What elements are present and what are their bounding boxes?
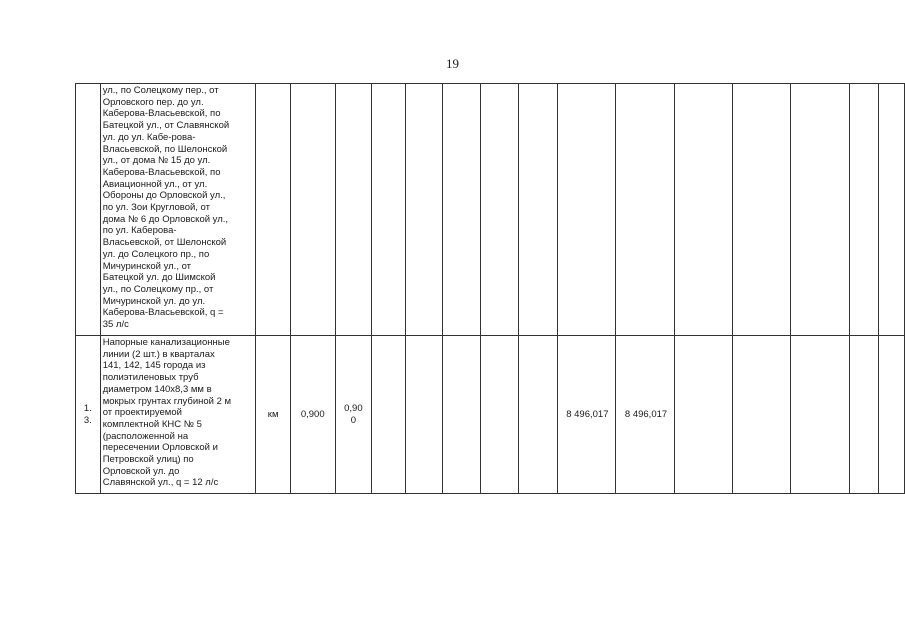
description-cell [100, 84, 256, 336]
empty-cell [372, 84, 405, 336]
empty-cell [442, 336, 480, 494]
description-text: Напорные канализационные линии (2 шт.) в кварталах 141, 142, 145 города из полиэтиленовых труб диаметром 140x8,3 мм в мокрых грунтах глубиной 2 м от проектируемой комплектной КНС № 5 (расположенной на пересечении Орловской и Петровской улиц) по Орловской ул. до Славянской ул., q = 12 л/с [102, 337, 232, 489]
empty-cell [849, 84, 878, 336]
empty-cell [675, 336, 733, 494]
empty-cell [518, 84, 557, 336]
empty-cell [733, 336, 791, 494]
empty-cell [481, 84, 518, 336]
empty-cell [733, 84, 791, 336]
description-cell [100, 336, 256, 494]
amount-1-cell: 8 496,017 [557, 336, 616, 494]
empty-cell [405, 336, 442, 494]
empty-cell [442, 84, 480, 336]
empty-cell [675, 84, 733, 336]
quantity-2-cell [335, 84, 372, 336]
amount-2-cell [616, 84, 675, 336]
quantity-2-cell: 0,90 0 [335, 336, 372, 494]
empty-cell [879, 84, 905, 336]
empty-cell [879, 336, 905, 494]
empty-cell [791, 336, 850, 494]
amount-1-cell [557, 84, 616, 336]
empty-cell [405, 84, 442, 336]
table-row [76, 84, 905, 336]
empty-cell [791, 84, 850, 336]
amount-2-cell: 8 496,017 [616, 336, 675, 494]
empty-cell [481, 336, 518, 494]
item-number-cell: 1. 3. [76, 336, 101, 494]
estimate-table [75, 83, 905, 494]
quantity-cell: 0,900 [290, 336, 335, 494]
quantity-cell [290, 84, 335, 336]
item-number-cell [76, 84, 101, 336]
description-text: ул., по Солецкому пер., от Орловского пер. до ул. Каберова-Власьевской, по Батецкой ул., от Славянской ул. до ул. Кабе-рова- Власьевской, по Шелонской ул., от дома № 15 до ул. Каберова-Власьевской, по Авиационной ул., от ул. Обороны до Орловской ул., по ул. Зои Кругловой, от дома № 6 до Орловской ул., по ул. Каберова- Власьевской, от Шелонской ул. до Солецкого пр., по Мичуринской ул., от Батецкой ул. до Шимской ул., по Солецкому пр., от Мичуринской ул. до ул. Каберова-Власьевской, q = 35 л/с [102, 85, 230, 331]
table-row [76, 336, 905, 494]
empty-cell [518, 336, 557, 494]
unit-cell: км [256, 336, 291, 494]
empty-cell [849, 336, 878, 494]
empty-cell [372, 336, 405, 494]
unit-cell [256, 84, 291, 336]
page-number: 19 [446, 56, 459, 71]
